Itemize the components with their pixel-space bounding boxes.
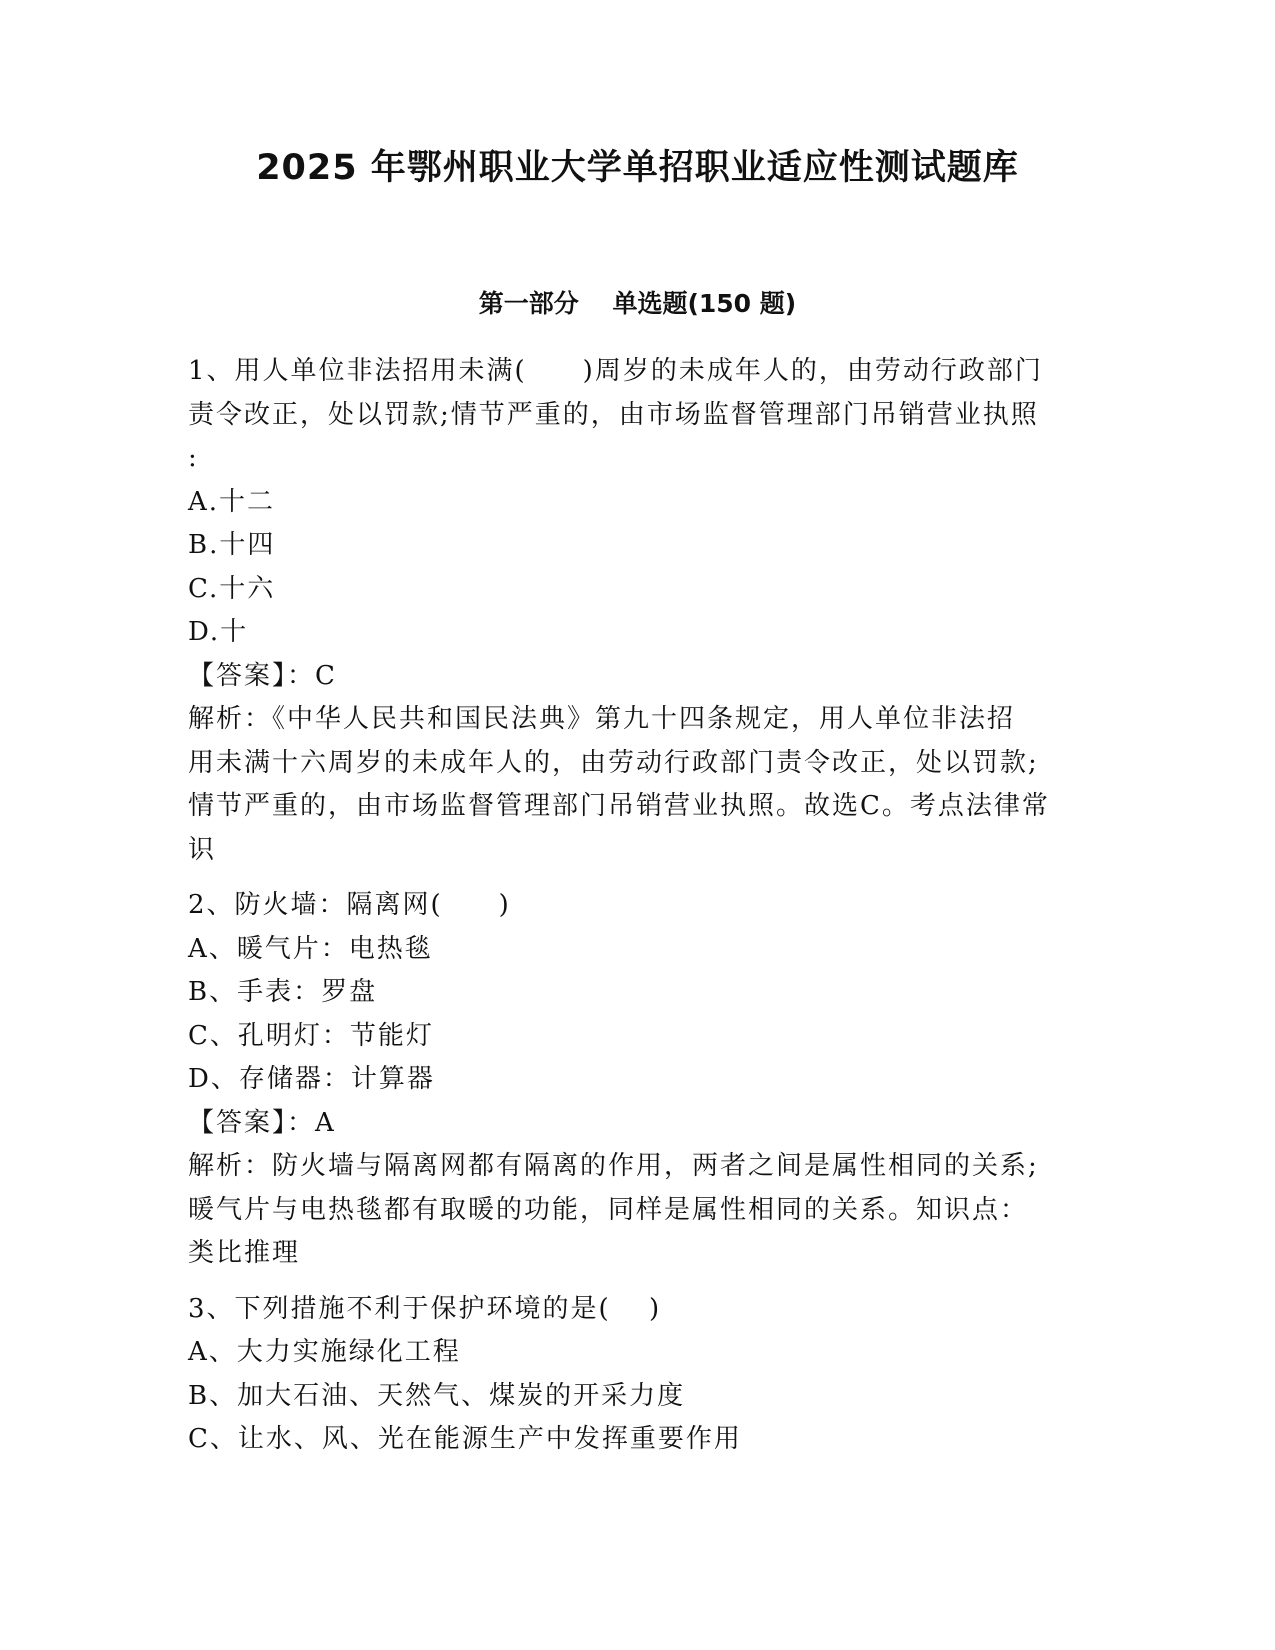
option-c: C、让水、风、光在能源生产中发挥重要作用 (188, 1424, 742, 1454)
question-stem-line: : (188, 443, 199, 473)
option-d: D、存储器：计算器 (188, 1064, 435, 1094)
question-list (188, 350, 1088, 1462)
option-c: C.十六 (188, 573, 276, 604)
question-stem-line: 责令改正，处以罚款;情节严重的，由市场监督管理部门吊销营业执照 (188, 399, 1039, 430)
question-stem-line: 2、防火墙：隔离网( ) (188, 890, 511, 920)
option-b: B、手表：罗盘 (188, 977, 378, 1007)
answer-line: 【答案】：C (188, 660, 337, 691)
analysis-line: 解析：《中华人民共和国民法典》第九十四条规定，用人单位非法招 (188, 704, 1016, 734)
question-spacer (188, 1276, 1088, 1288)
analysis-line: 识 (188, 834, 217, 865)
question-1 (188, 350, 1088, 872)
option-a: A、暖气片：电热毯 (188, 933, 433, 964)
option-a: A.十二 (188, 486, 276, 517)
option-b: B.十四 (188, 530, 276, 560)
section-title: 第一部分 单选题(150 题) (478, 289, 797, 318)
option-d: D.十 (188, 617, 249, 647)
question-3 (188, 1288, 1088, 1462)
question-stem-line: 1、用人单位非法招用未满( )周岁的未成年人的，由劳动行政部门 (188, 356, 1043, 386)
question-2 (188, 884, 1088, 1276)
analysis-line: 用未满十六周岁的未成年人的，由劳动行政部门责令改正，处以罚款; (188, 747, 1039, 778)
analysis-line: 类比推理 (188, 1238, 301, 1268)
analysis-line: 暖气片与电热毯都有取暖的功能，同样是属性相同的关系。知识点： (188, 1194, 1029, 1225)
option-b: B、加大石油、天然气、煤炭的开采力度 (188, 1380, 686, 1411)
analysis-line: 解析：防火墙与隔离网都有隔离的作用，两者之间是属性相同的关系; (188, 1151, 1039, 1181)
question-stem-line: 3、下列措施不利于保护环境的是( ) (188, 1293, 662, 1324)
option-a: A、大力实施绿化工程 (188, 1337, 461, 1367)
question-spacer (188, 872, 1088, 884)
answer-line: 【答案】：A (188, 1107, 336, 1138)
option-c: C、孔明灯：节能灯 (188, 1020, 434, 1051)
document-title: 2025 年鄂州职业大学单招职业适应性测试题库 (256, 148, 1019, 188)
analysis-line: 情节严重的，由市场监督管理部门吊销营业执照。故选C。考点法律常 (188, 791, 1050, 821)
